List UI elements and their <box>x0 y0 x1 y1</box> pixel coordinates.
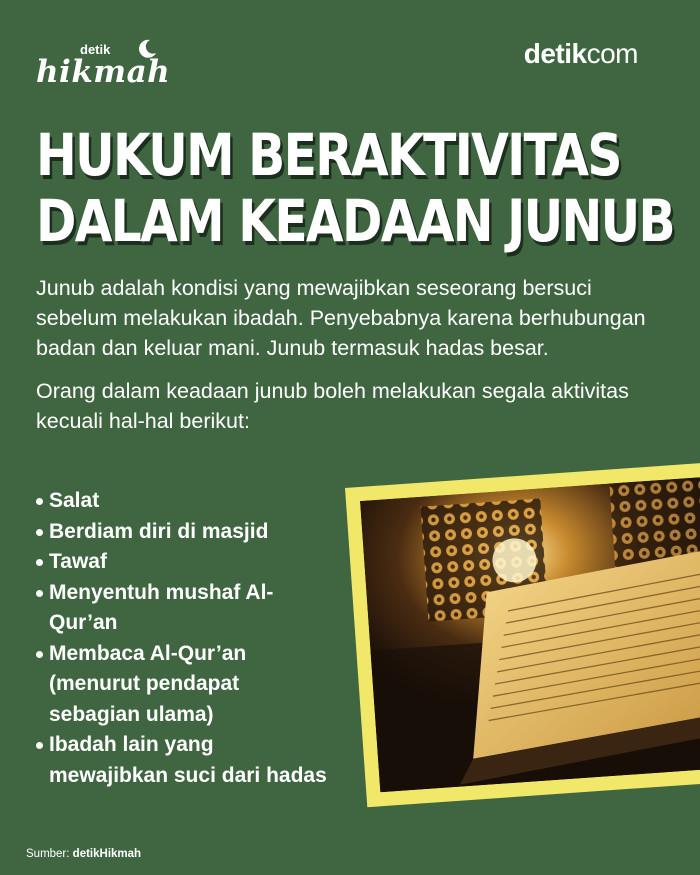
logo-com: com <box>586 38 638 69</box>
list-item-text: Menyentuh mushaf Al-Qur’an <box>49 580 274 634</box>
source-label: Sumber: <box>26 848 70 860</box>
bullet-icon <box>36 498 43 505</box>
bullet-icon <box>36 590 43 597</box>
bullet-icon <box>36 742 43 749</box>
logo-hikmah-word: hikmah <box>36 54 171 90</box>
source-credit <box>26 848 141 860</box>
list-item-text: Salat <box>49 489 100 512</box>
quran-photo-frame <box>345 460 700 807</box>
intro-paragraph-2: Orang dalam keadaan junub boleh melakukan segala aktivitas kecuali hal-hal berikut: <box>36 379 629 433</box>
logo-detik-bold: detik <box>523 38 587 69</box>
page-title <box>36 121 674 255</box>
logo-detik-small: detik <box>80 42 111 57</box>
list-item-text: Tawaf <box>49 550 107 573</box>
list-item <box>36 578 336 639</box>
bullet-icon <box>36 651 43 658</box>
detikcom-logo[interactable] <box>524 38 638 70</box>
title-line-2: DALAM KEADAAN JUNUB <box>36 187 674 255</box>
list-item-text: Membaca Al-Qur’an (menurut pendapat sebagian ulama) <box>49 641 247 726</box>
intro-text <box>36 273 666 449</box>
list-item <box>36 486 336 517</box>
title-line-1: HUKUM BERAKTIVITAS <box>36 121 621 189</box>
list-item <box>36 730 336 791</box>
list-item-text: Ibadah lain yang mewajibkan suci dari hadas <box>49 733 327 787</box>
list-item-text: Berdiam diri di masjid <box>49 519 269 543</box>
bullet-icon <box>36 559 43 566</box>
bullet-icon <box>36 529 43 536</box>
detikhikmah-logo[interactable] <box>36 42 171 96</box>
prohibited-activities-list <box>36 486 336 791</box>
list-item <box>36 547 336 578</box>
list-item <box>36 639 336 731</box>
list-item <box>36 517 336 548</box>
quran-photo <box>360 475 700 792</box>
source-name: detikHikmah <box>72 848 142 860</box>
intro-paragraph-1: Junub adalah kondisi yang mewajibkan seseorang bersuci sebelum melakukan ibadah. Penyebabnya karena berhubungan badan dan keluar mani. Junub termasuk hadas besar. <box>36 276 646 360</box>
